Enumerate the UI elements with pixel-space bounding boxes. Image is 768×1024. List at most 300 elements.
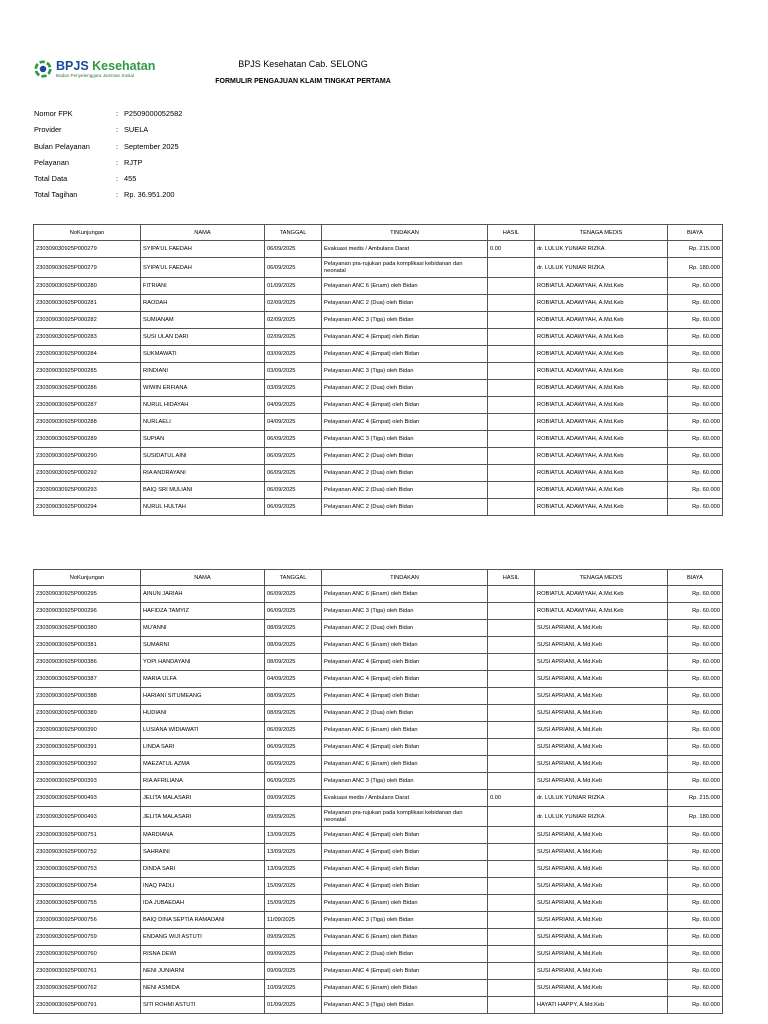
name-cell: SUSI ULAN DARI [141,329,265,346]
medical-staff-cell: ROBIATUL ADAWIYAH, A.Md.Keb [535,363,668,380]
action-cell: Pelayanan ANC 3 (Tiga) oleh Bidan [322,912,488,929]
name-cell: RINDIANI [141,363,265,380]
result-cell [488,912,535,929]
date-cell: 09/09/2025 [265,946,322,963]
visit-number-cell: 230309030925P000380 [34,620,141,637]
table-row [34,997,723,1014]
table-row [34,929,723,946]
date-cell: 08/09/2025 [265,654,322,671]
result-cell: 0.00 [488,790,535,807]
cost-cell: Rp. 60.000 [668,278,723,295]
result-cell [488,431,535,448]
column-header: TINDAKAN [322,570,488,586]
table-row [34,482,723,499]
medical-staff-cell: ROBIATUL ADAWIYAH, A.Md.Keb [535,312,668,329]
medical-staff-cell: dr. LULUK YUNIAR RIZKA [535,807,668,827]
table-row [34,258,723,278]
info-colon: : [116,125,119,135]
table-row [34,963,723,980]
date-cell: 13/09/2025 [265,827,322,844]
table-row [34,912,723,929]
name-cell: SUSIDATUL AINI [141,448,265,465]
medical-staff-cell: ROBIATUL ADAWIYAH, A.Md.Keb [535,397,668,414]
name-cell: NURUL HULTAH [141,499,265,516]
action-cell: Pelayanan ANC 2 (Dua) oleh Bidan [322,482,488,499]
date-cell: 06/09/2025 [265,431,322,448]
result-cell [488,688,535,705]
name-cell: NURUL HIDAYAH [141,397,265,414]
action-cell: Pelayanan ANC 4 (Empat) oleh Bidan [322,346,488,363]
table-row [34,790,723,807]
visit-number-cell: 230309030925P000283 [34,329,141,346]
claims-table-1 [33,224,723,516]
cost-cell: Rp. 60.000 [668,773,723,790]
date-cell: 06/09/2025 [265,722,322,739]
result-cell [488,329,535,346]
logo-tagline: Badan Penyelenggara Jaminan Sosial [56,72,134,78]
date-cell: 01/09/2025 [265,278,322,295]
name-cell: ENDANG WIJI ASTUTI [141,929,265,946]
table-row [34,739,723,756]
info-value: SUELA [124,125,149,135]
cost-cell: Rp. 60.000 [668,980,723,997]
medical-staff-cell: SUSI APRIANI, A.Md.Keb [535,688,668,705]
date-cell: 06/09/2025 [265,448,322,465]
date-cell: 13/09/2025 [265,861,322,878]
name-cell: BAIQ SRI MULIANI [141,482,265,499]
visit-number-cell: 230309030925P000493 [34,807,141,827]
date-cell: 09/09/2025 [265,929,322,946]
cost-cell: Rp. 60.000 [668,756,723,773]
table-row [34,414,723,431]
result-cell [488,448,535,465]
visit-number-cell: 230309030925P000762 [34,980,141,997]
date-cell: 08/09/2025 [265,705,322,722]
medical-staff-cell: SUSI APRIANI, A.Md.Keb [535,739,668,756]
visit-number-cell: 230309030925P000754 [34,878,141,895]
action-cell: Pelayanan ANC 6 (Enam) oleh Bidan [322,980,488,997]
table-row [34,946,723,963]
visit-number-cell: 230309030925P000279 [34,241,141,258]
action-cell: Pelayanan ANC 6 (Enam) oleh Bidan [322,929,488,946]
action-cell: Pelayanan pra-rujukan pada komplikasi kebidanan dan neonatal [322,807,488,827]
name-cell: WIWIN ERFIANA [141,380,265,397]
visit-number-cell: 230309030925P000286 [34,380,141,397]
medical-staff-cell: SUSI APRIANI, A.Md.Keb [535,654,668,671]
visit-number-cell: 230309030925P000390 [34,722,141,739]
date-cell: 09/09/2025 [265,807,322,827]
name-cell: RIA ANDRAYANI [141,465,265,482]
column-header: TINDAKAN [322,225,488,241]
action-cell: Pelayanan ANC 2 (Dua) oleh Bidan [322,620,488,637]
cost-cell: Rp. 60.000 [668,739,723,756]
info-colon: : [116,157,119,167]
cost-cell: Rp. 215.000 [668,241,723,258]
table-row [34,278,723,295]
visit-number-cell: 230309030925P000280 [34,278,141,295]
visit-number-cell: 230309030925P000791 [34,997,141,1014]
action-cell: Evakuasi medis / Ambulans Darat [322,241,488,258]
result-cell [488,620,535,637]
date-cell: 15/09/2025 [265,878,322,895]
result-cell [488,499,535,516]
table-row [34,465,723,482]
cost-cell: Rp. 215.000 [668,790,723,807]
date-cell: 08/09/2025 [265,637,322,654]
date-cell: 11/09/2025 [265,912,322,929]
table-header-row [34,570,723,586]
date-cell: 02/09/2025 [265,329,322,346]
action-cell: Pelayanan ANC 3 (Tiga) oleh Bidan [322,431,488,448]
name-cell: SUKMAWATI [141,346,265,363]
result-cell [488,295,535,312]
result-cell [488,671,535,688]
visit-number-cell: 230309030925P000292 [34,465,141,482]
column-header: BIAYA [668,225,723,241]
result-cell [488,929,535,946]
result-cell [488,312,535,329]
date-cell: 10/09/2025 [265,980,322,997]
column-header: BIAYA [668,570,723,586]
name-cell: INAQ PADLI [141,878,265,895]
medical-staff-cell: SUSI APRIANI, A.Md.Keb [535,844,668,861]
visit-number-cell: 230309030925P000393 [34,773,141,790]
cost-cell: Rp. 60.000 [668,431,723,448]
name-cell: HARIANI SITUMEANG [141,688,265,705]
visit-number-cell: 230309030925P000389 [34,705,141,722]
result-cell: 0.00 [488,241,535,258]
result-cell [488,380,535,397]
column-header: NAMA [141,570,265,586]
table-row [34,756,723,773]
cost-cell: Rp. 60.000 [668,397,723,414]
cost-cell: Rp. 60.000 [668,620,723,637]
result-cell [488,861,535,878]
cost-cell: Rp. 60.000 [668,929,723,946]
cost-cell: Rp. 60.000 [668,946,723,963]
cost-cell: Rp. 60.000 [668,465,723,482]
column-header: NAMA [141,225,265,241]
result-cell [488,637,535,654]
action-cell: Pelayanan ANC 6 (Enam) oleh Bidan [322,756,488,773]
info-row [34,109,182,125]
form-title: FORMULIR PENGAJUAN KLAIM TINGKAT PERTAMA [215,78,391,85]
action-cell: Pelayanan ANC 4 (Empat) oleh Bidan [322,329,488,346]
medical-staff-cell: SUSI APRIANI, A.Md.Keb [535,705,668,722]
result-cell [488,705,535,722]
cost-cell: Rp. 180.000 [668,258,723,278]
action-cell: Pelayanan ANC 2 (Dua) oleh Bidan [322,465,488,482]
action-cell: Pelayanan ANC 2 (Dua) oleh Bidan [322,499,488,516]
date-cell: 06/09/2025 [265,603,322,620]
medical-staff-cell: ROBIATUL ADAWIYAH, A.Md.Keb [535,431,668,448]
medical-staff-cell: SUSI APRIANI, A.Md.Keb [535,980,668,997]
name-cell: SUPIAN [141,431,265,448]
date-cell: 06/09/2025 [265,241,322,258]
table-row [34,878,723,895]
medical-staff-cell: SUSI APRIANI, A.Md.Keb [535,912,668,929]
cost-cell: Rp. 60.000 [668,380,723,397]
table-row [34,397,723,414]
name-cell: FITRIANI [141,278,265,295]
name-cell: JELITA MALASARI [141,790,265,807]
name-cell: RAODAH [141,295,265,312]
date-cell: 06/09/2025 [265,773,322,790]
medical-staff-cell: ROBIATUL ADAWIYAH, A.Md.Keb [535,414,668,431]
result-cell [488,963,535,980]
cost-cell: Rp. 60.000 [668,603,723,620]
medical-staff-cell: SUSI APRIANI, A.Md.Keb [535,620,668,637]
result-cell [488,603,535,620]
info-colon: : [116,190,119,200]
cost-cell: Rp. 60.000 [668,912,723,929]
cost-cell: Rp. 180.000 [668,807,723,827]
medical-staff-cell: dr. LULUK YUNIAR RIZKA [535,790,668,807]
cost-cell: Rp. 60.000 [668,346,723,363]
name-cell: SUMIANAM [141,312,265,329]
cost-cell: Rp. 60.000 [668,844,723,861]
medical-staff-cell: ROBIATUL ADAWIYAH, A.Md.Keb [535,499,668,516]
medical-staff-cell: dr. LULUK YUNIAR RIZKA [535,241,668,258]
name-cell: RISNA DEWI [141,946,265,963]
cost-cell: Rp. 60.000 [668,861,723,878]
date-cell: 09/09/2025 [265,790,322,807]
info-row [34,190,182,206]
medical-staff-cell: ROBIATUL ADAWIYAH, A.Md.Keb [535,603,668,620]
medical-staff-cell: ROBIATUL ADAWIYAH, A.Md.Keb [535,465,668,482]
action-cell: Pelayanan ANC 4 (Empat) oleh Bidan [322,861,488,878]
name-cell: BAIQ DINA SEPTIA RAMADANI [141,912,265,929]
name-cell: AINUN JARIAH [141,586,265,603]
name-cell: HUDIANI [141,705,265,722]
action-cell: Pelayanan ANC 4 (Empat) oleh Bidan [322,397,488,414]
name-cell: SYIPA'UL FAEDAH [141,258,265,278]
visit-number-cell: 230309030925P000285 [34,363,141,380]
action-cell: Pelayanan ANC 3 (Tiga) oleh Bidan [322,603,488,620]
cost-cell: Rp. 60.000 [668,963,723,980]
table-row [34,895,723,912]
action-cell: Pelayanan ANC 2 (Dua) oleh Bidan [322,946,488,963]
action-cell: Pelayanan ANC 6 (Enam) oleh Bidan [322,722,488,739]
visit-number-cell: 230309030925P000756 [34,912,141,929]
date-cell: 01/09/2025 [265,997,322,1014]
visit-number-cell: 230309030925P000294 [34,499,141,516]
date-cell: 08/09/2025 [265,620,322,637]
date-cell: 06/09/2025 [265,465,322,482]
table-row [34,722,723,739]
logo-name-part1: BPJS [56,59,89,73]
info-row [34,174,182,190]
medical-staff-cell: ROBIATUL ADAWIYAH, A.Md.Keb [535,329,668,346]
medical-staff-cell: ROBIATUL ADAWIYAH, A.Md.Keb [535,380,668,397]
date-cell: 09/09/2025 [265,963,322,980]
name-cell: SUMARNI [141,637,265,654]
table-row [34,346,723,363]
table-row [34,637,723,654]
result-cell [488,946,535,963]
action-cell: Pelayanan ANC 6 (Enam) oleh Bidan [322,895,488,912]
info-label: Nomor FPK [34,109,73,118]
result-cell [488,827,535,844]
visit-number-cell: 230309030925P000752 [34,844,141,861]
medical-staff-cell: ROBIATUL ADAWIYAH, A.Md.Keb [535,295,668,312]
name-cell: MARDIANA [141,827,265,844]
action-cell: Pelayanan ANC 2 (Dua) oleh Bidan [322,705,488,722]
date-cell: 04/09/2025 [265,671,322,688]
result-cell [488,346,535,363]
visit-number-cell: 230309030925P000293 [34,482,141,499]
action-cell: Evakuasi medis / Ambulans Darat [322,790,488,807]
result-cell [488,773,535,790]
visit-number-cell: 230309030925P000288 [34,414,141,431]
column-header: TENAGA MEDIS [535,570,668,586]
medical-staff-cell: HAYATI HAPPY, A.Md.Keb [535,997,668,1014]
result-cell [488,654,535,671]
date-cell: 04/09/2025 [265,414,322,431]
medical-staff-cell: ROBIATUL ADAWIYAH, A.Md.Keb [535,482,668,499]
table-row [34,241,723,258]
column-header: NoKunjungan [34,570,141,586]
info-value: Rp. 36.951.200 [124,190,175,200]
table-row [34,380,723,397]
name-cell: SITI ROHMI ASTUTI [141,997,265,1014]
name-cell: NENI ASMIDA [141,980,265,997]
visit-number-cell: 230309030925P000282 [34,312,141,329]
action-cell: Pelayanan ANC 4 (Empat) oleh Bidan [322,688,488,705]
table-row [34,329,723,346]
name-cell: NURLAELI [141,414,265,431]
date-cell: 06/09/2025 [265,499,322,516]
result-cell [488,397,535,414]
cost-cell: Rp. 60.000 [668,482,723,499]
name-cell: LUSIANA WIDIAWATI [141,722,265,739]
info-colon: : [116,174,119,184]
action-cell: Pelayanan pra-rujukan pada komplikasi kebidanan dan neonatal [322,258,488,278]
date-cell: 06/09/2025 [265,586,322,603]
table-row [34,807,723,827]
info-value: September 2025 [124,141,179,151]
claim-info [34,109,182,207]
visit-number-cell: 230309030925P000296 [34,603,141,620]
table-row [34,295,723,312]
column-header: TENAGA MEDIS [535,225,668,241]
medical-staff-cell: SUSI APRIANI, A.Md.Keb [535,827,668,844]
table-row [34,654,723,671]
medical-staff-cell: SUSI APRIANI, A.Md.Keb [535,637,668,654]
info-label: Pelayanan [34,157,69,167]
table-row [34,603,723,620]
name-cell: NENI JUNIARNI [141,963,265,980]
result-cell [488,997,535,1014]
visit-number-cell: 230309030925P000392 [34,756,141,773]
result-cell [488,722,535,739]
visit-number-cell: 230309030925P000759 [34,929,141,946]
table-row [34,773,723,790]
table-row [34,431,723,448]
cost-cell: Rp. 60.000 [668,997,723,1014]
cost-cell: Rp. 60.000 [668,688,723,705]
action-cell: Pelayanan ANC 4 (Empat) oleh Bidan [322,654,488,671]
info-label: Bulan Pelayanan [34,141,90,151]
date-cell: 06/09/2025 [265,739,322,756]
table-row [34,363,723,380]
result-cell [488,895,535,912]
action-cell: Pelayanan ANC 4 (Empat) oleh Bidan [322,739,488,756]
action-cell: Pelayanan ANC 6 (Enam) oleh Bidan [322,586,488,603]
column-header: HASIL [488,570,535,586]
date-cell: 03/09/2025 [265,363,322,380]
medical-staff-cell: SUSI APRIANI, A.Md.Keb [535,671,668,688]
result-cell [488,465,535,482]
table-row [34,671,723,688]
table-row [34,312,723,329]
cost-cell: Rp. 60.000 [668,448,723,465]
name-cell: LINDA SARI [141,739,265,756]
action-cell: Pelayanan ANC 6 (Enam) oleh Bidan [322,637,488,654]
visit-number-cell: 230309030925P000387 [34,671,141,688]
name-cell: RIA AFRILIANA [141,773,265,790]
info-value: RJTP [124,157,143,167]
column-header: TANGGAL [265,225,322,241]
cost-cell: Rp. 60.000 [668,722,723,739]
result-cell [488,739,535,756]
info-row [34,142,182,158]
action-cell: Pelayanan ANC 2 (Dua) oleh Bidan [322,295,488,312]
medical-staff-cell: ROBIATUL ADAWIYAH, A.Md.Keb [535,346,668,363]
table-row [34,705,723,722]
date-cell: 03/09/2025 [265,346,322,363]
info-label: Provider [34,125,62,135]
result-cell [488,278,535,295]
result-cell [488,414,535,431]
cost-cell: Rp. 60.000 [668,895,723,912]
visit-number-cell: 230309030925P000287 [34,397,141,414]
medical-staff-cell: dr. LULUK YUNIAR RIZKA [535,258,668,278]
date-cell: 02/09/2025 [265,312,322,329]
table-row [34,586,723,603]
visit-number-cell: 230309030925P000284 [34,346,141,363]
action-cell: Pelayanan ANC 4 (Empat) oleh Bidan [322,963,488,980]
table-header-row [34,225,723,241]
visit-number-cell: 230309030925P000493 [34,790,141,807]
result-cell [488,586,535,603]
visit-number-cell: 230309030925P000755 [34,895,141,912]
info-row [34,125,182,141]
result-cell [488,878,535,895]
name-cell: DINDA SARI [141,861,265,878]
visit-number-cell: 230309030925P000760 [34,946,141,963]
visit-number-cell: 230309030925P000751 [34,827,141,844]
info-label: Total Data [34,174,68,184]
info-label: Total Tagihan [34,190,78,200]
name-cell: JELITA MALASARI [141,807,265,827]
visit-number-cell: 230309030925P000290 [34,448,141,465]
cost-cell: Rp. 60.000 [668,586,723,603]
name-cell: MAEZATUL AZMA [141,756,265,773]
info-colon: : [116,109,119,118]
cost-cell: Rp. 60.000 [668,878,723,895]
action-cell: Pelayanan ANC 3 (Tiga) oleh Bidan [322,312,488,329]
medical-staff-cell: ROBIATUL ADAWIYAH, A.Md.Keb [535,586,668,603]
visit-number-cell: 230309030925P000281 [34,295,141,312]
name-cell: IDA JUBAEDAH [141,895,265,912]
name-cell: MARIA ULFA [141,671,265,688]
table-row [34,688,723,705]
medical-staff-cell: SUSI APRIANI, A.Md.Keb [535,946,668,963]
medical-staff-cell: SUSI APRIANI, A.Md.Keb [535,878,668,895]
info-value: 455 [124,174,137,184]
name-cell: SAHRAINI [141,844,265,861]
